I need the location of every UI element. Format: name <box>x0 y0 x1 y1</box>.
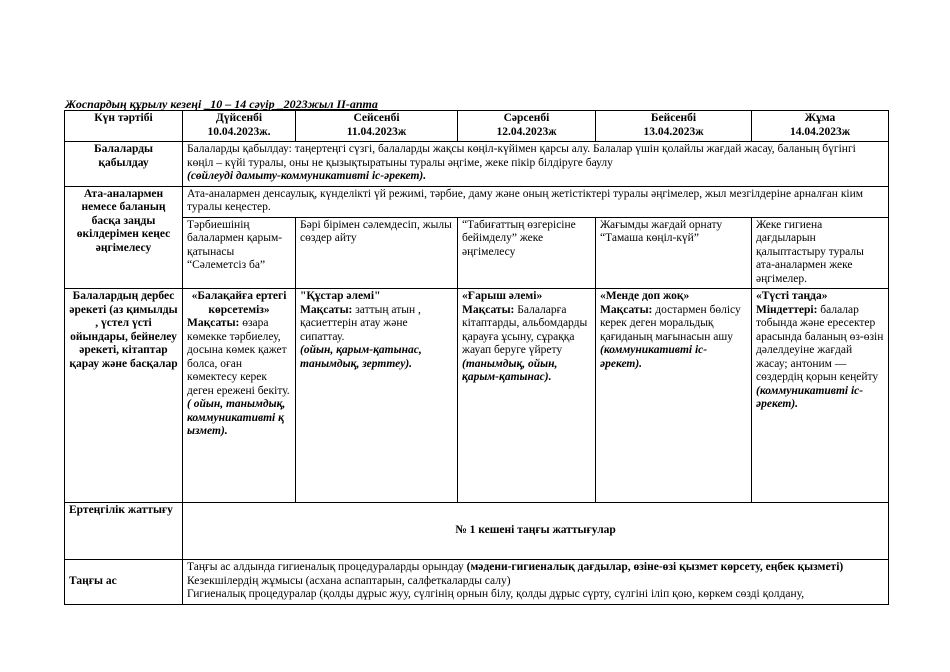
header-day-thursday: Бейсенбі 13.04.2023ж <box>596 111 752 142</box>
breakfast-line-1-bold: (мәдени-гигиеналық дағдылар, өзіне-өзі қызмет көрсету, еңбек қызметі) <box>466 561 844 573</box>
goal-text: балалар тобында және ересектер арасында баланың өз-өзін дәлелдеуіне жағдай жасау; антоним — сөздердің қорын кеңейту <box>756 303 884 383</box>
goal-label: Мақсаты: <box>462 303 515 316</box>
parents-day-thursday: Жағымды жағдай орнату “Тамаша көңіл-күй” <box>596 217 752 289</box>
breakfast-text-cell <box>183 560 889 605</box>
row-label-exercise: Ертеңгілік жаттығу <box>65 503 183 560</box>
game-title: «Түсті таңда» <box>756 290 828 302</box>
parents-day-monday: Тәрбиешінің балалармен қарым-қатынасы “Сәлеметсіз ба” <box>183 217 296 289</box>
game-title: «Балақайға ертегі көрсетеміз» <box>191 290 287 316</box>
parents-day-tuesday: Бәрі бірімен сәлемдесіп, жылы сөздер айту <box>296 217 458 289</box>
goal-label: Мақсаты: <box>187 317 240 329</box>
game-title: «Ғарыш әлемі» <box>462 290 543 302</box>
independent-day-tuesday <box>296 289 458 503</box>
reception-text-cell <box>183 142 889 187</box>
plan-period: _10 – 14 сәуір _2023жыл II-апта <box>204 97 378 111</box>
table-row-breakfast <box>65 560 889 605</box>
plan-period-prefix: Жоспардың құрылу кезеңі <box>65 97 205 111</box>
reception-text: Балаларды қабылдау: таңертеңгі сүзгі, балаларды жақсы көңіл-күйімен қарсы алу. Балалар үшін қолайлы жағдай жасау, баланың бүгінгі көңіл – күйі туралы, оны не қызықтыратыны туралы әңгіме, жеке пікір білдіруге баулу <box>187 143 856 169</box>
row-label-reception: Балаларды қабылдау <box>65 142 183 187</box>
goal-label: Мақсаты: <box>300 303 353 316</box>
parents-day-wednesday: “Табиғаттың өзгерісіне бейімделу” жеке әңгімелесу <box>458 217 596 289</box>
weekly-plan-table <box>64 110 889 605</box>
parents-text: Ата-аналармен денсаулық, күнделікті үй режимі, тәрбие, даму және оның жетістіктері туралы әңгімелер, жыл мезгілдеріне арналған кіим туралы кеңестер. <box>183 186 889 217</box>
game-title: «Менде доп жоқ» <box>600 290 690 302</box>
exercise-text: № 1 кешені таңғы жаттығулар <box>183 503 889 560</box>
independent-day-friday <box>752 289 889 503</box>
activity-tags: (ойын, қарым-қатынас, танымдық, зерттеу). <box>300 344 422 370</box>
parents-day-friday: Жеке гигиена дағдыларын қалыптастыру туралы ата-аналармен жеке әңгімелер. <box>752 217 889 289</box>
game-title: "Құстар әлемі" <box>300 290 381 302</box>
row-label-parents: Ата-аналармен немесе баланың басқа заңды өкілдерімен кеңес әңгімелесу <box>65 186 183 289</box>
independent-day-thursday <box>596 289 752 503</box>
row-label-independent: Балалардың дербес әрекеті (аз қимылды , үстел үсті ойындары, бейнелеу әрекеті, кітаптар қарау және басқалар <box>65 289 183 503</box>
reception-note: (сөйлеуді дамыту-коммуникативті іс-әрекет). <box>187 170 427 182</box>
activity-tags: (коммуникативті іс-әрекет). <box>756 384 864 410</box>
goal-text: өзара көмекке тәрбиелеу, досына көмек қажет болса, оған көмектесу керек деген ережені бекіту. <box>187 317 290 397</box>
goal-text: Балаларға кітаптарды, альбомдарды қарауға ұсыну, сұраққа жауап беруге үйрету <box>462 303 588 356</box>
breakfast-line-2: Кезекшілердің жұмысы (асхана аспаптарын, салфеткаларды салу) <box>187 574 511 587</box>
table-row-parents <box>65 186 889 217</box>
goal-label: Мақсаты: <box>600 303 653 316</box>
activity-tags: ( ойын, танымдық, коммуникативті қ ызмет). <box>187 398 286 437</box>
activity-tags: (танымдық, ойын, қарым-қатынас). <box>462 357 558 383</box>
independent-day-monday <box>183 289 296 503</box>
header-day-wednesday: Сәрсенбі 12.04.2023ж <box>458 111 596 142</box>
activity-tags: (коммуникативті іс-әрекет). <box>600 344 708 370</box>
row-label-breakfast: Таңғы ас <box>65 560 183 605</box>
independent-day-wednesday <box>458 289 596 503</box>
breakfast-line-1: Таңғы ас алдында гигиеналық процедураларды орындау <box>187 561 464 573</box>
table-row-parents-days <box>65 217 889 289</box>
header-day-monday: Дүйсенбі 10.04.2023ж. <box>183 111 296 142</box>
breakfast-line-3: Гигиеналық процедуралар (қолды дұрыс жуу, сүлгінің орнын білу, қолды дұрыс сүрту, сүлгіні іліп қою, көркем сөзді қолдану, <box>187 588 805 600</box>
header-daily-routine: Күн тәртібі <box>65 111 183 142</box>
table-row-reception <box>65 142 889 187</box>
table-row-exercise <box>65 503 889 560</box>
table-header-row <box>65 111 889 142</box>
goal-label: Міндеттері: <box>756 303 818 316</box>
goal-text: заттың атын , қасиеттерін атау және сипаттау. <box>300 303 421 343</box>
goal-text: достармен бөлісу керек деген моральдық қағиданың мағынасын ашу <box>600 303 741 343</box>
table-row-independent <box>65 289 889 503</box>
header-day-tuesday: Сейсенбі 11.04.2023ж <box>296 111 458 142</box>
header-day-friday: Жұма 14.04.2023ж <box>752 111 889 142</box>
